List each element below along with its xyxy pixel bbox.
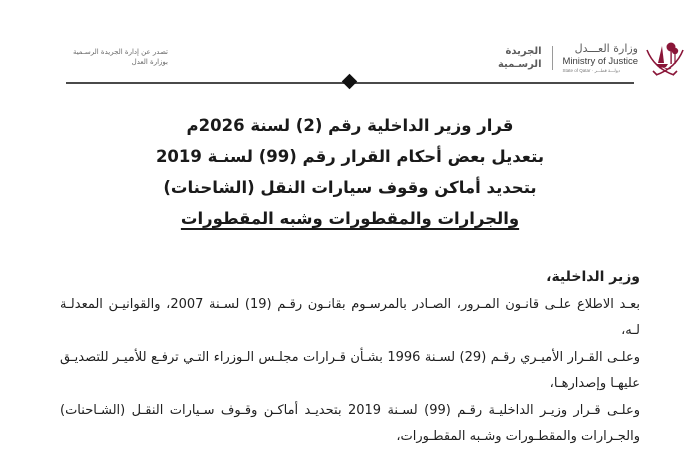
ministry-name — [563, 43, 641, 74]
ministry-name-en: Ministry of Justice — [562, 55, 638, 67]
body-heading: وزير الداخلية، — [546, 269, 640, 285]
title-line-2: بتعديل بعض أحكام القرار رقم (99) لسنـة 2019 — [155, 147, 545, 166]
publisher-note — [64, 47, 168, 67]
body-paragraph: بعـد الاطلاع علـى قانـون المـرور، الصـادر بالمرسـوم بقانـون رقـم (19) لسـنة 2007، والقوانيـن المعدلـة لـه، — [60, 296, 640, 338]
body-paragraph: وعلـى القـرار الأميـري رقـم (29) لسـنة 1996 بشـأن قـرارات مجلـس الـوزراء التـي ترفـع للأميـر للتصديـق عليهـا وإصدارهـا، — [60, 349, 640, 391]
decree-title — [100, 110, 600, 234]
publisher-note-line-2: بوزارة العدل — [131, 58, 168, 67]
body-paragraph: وعلـى قـرار وزيـر الداخليـة رقـم (99) لسـنة 2019 بتحديـد أماكـن وقـوف سـيارات النقـل (الشـاحنات) والجـرارات والمقطـورات وشـبه المقطـورات، — [60, 402, 640, 444]
diamond-ornament-icon — [342, 74, 358, 90]
title-line-1: قرار وزير الداخلية رقم (2) لسنة 2026م — [186, 116, 514, 135]
title-line-4: والجرارات والمقطورات وشبه المقطورات — [180, 209, 520, 228]
decree-body — [60, 264, 640, 451]
ministry-name-ar: وزارة العـــدل — [574, 41, 638, 55]
title-line-3: بتحديد أماكن وقوف سيارات النقل (الشاحنات) — [163, 178, 537, 197]
qatar-emblem-icon — [644, 38, 686, 78]
official-gazette-label — [498, 45, 542, 71]
header-branding — [498, 36, 686, 80]
publisher-note-line-1: تصدر عن إدارة الجريدة الرسـمية — [72, 48, 168, 56]
ministry-subtitle: State of Qatar · دولـــة قطـــر — [562, 68, 620, 73]
gazette-line-2: الرسـمية — [497, 59, 542, 70]
gazette-line-1: الجريدة — [505, 46, 542, 57]
header-separator — [552, 46, 553, 70]
